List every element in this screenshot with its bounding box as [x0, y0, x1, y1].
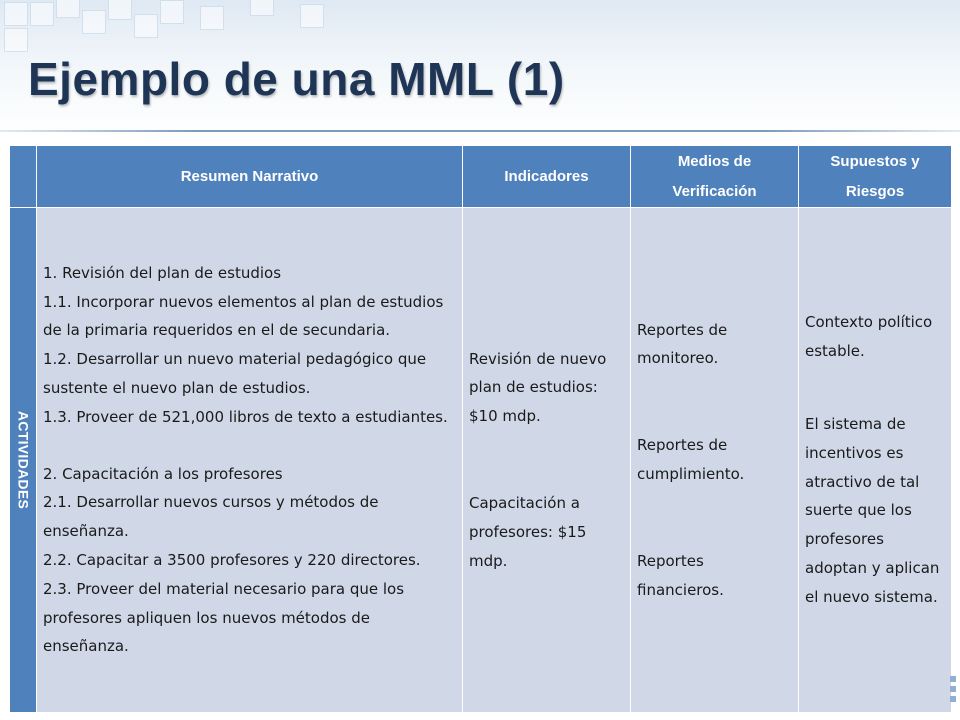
supuestos-y-riesgos-cell: [799, 208, 952, 713]
decorative-marks: [950, 676, 958, 706]
row-label-actividades: ACTIVIDADES: [15, 410, 32, 510]
activity-item: 2.1. Desarrollar nuevos cursos y métodos de enseñanza.: [43, 493, 379, 541]
slide-title: Ejemplo de una MML (1): [28, 53, 565, 105]
resumen-narrativo-cell: [37, 208, 463, 713]
assumption-item: El sistema de incentivos es atractivo de tal suerte que los profesores adoptan y aplican el nuevo sistema.: [805, 415, 940, 606]
activity-item: 2. Capacitación a los profesores: [43, 464, 283, 483]
header-supuestos-y-riesgos: Supuestos y Riesgos: [799, 146, 952, 208]
header-indicadores: Indicadores: [463, 146, 631, 208]
assumption-item: Contexto político estable.: [805, 313, 933, 361]
header-resumen-narrativo: Resumen Narrativo: [37, 146, 463, 208]
table-row-actividades: [10, 208, 952, 713]
activity-item: 2.2. Capacitar a 3500 profesores y 220 directores.: [43, 550, 421, 569]
activity-item: 1. Revisión del plan de estudios: [43, 263, 282, 282]
activity-item: 1.3. Proveer de 521,000 libros de texto a estudiantes.: [43, 407, 448, 426]
verification-item: Reportes financieros.: [637, 551, 724, 599]
mml-table: [9, 145, 952, 713]
indicadores-cell: [463, 208, 631, 713]
header-corner-cell: [10, 146, 37, 208]
verification-item: Reportes de cumplimiento.: [637, 436, 745, 483]
activity-item: 1.2. Desarrollar un nuevo material pedagógico que sustente el nuevo plan de estudios.: [43, 350, 427, 397]
table-header-row: [10, 146, 952, 208]
verification-item: Reportes de monitoreo.: [637, 320, 728, 368]
medios-de-verificacion-cell: [631, 208, 799, 713]
decorative-squares: [0, 0, 360, 60]
header-medios-de-verificacion: Medios de Verificación: [631, 146, 799, 208]
row-label-cell: [10, 208, 37, 713]
activity-item: 2.3. Proveer del material necesario para que los profesores apliquen los nuevos métodos de enseñanza.: [43, 579, 405, 656]
activity-item: 1.1. Incorporar nuevos elementos al plan de estudios de la primaria requeridos en el de secundaria.: [43, 292, 444, 340]
indicator-item: Revisión de nuevo plan de estudios: $10 mdp.: [469, 349, 607, 426]
title-divider: [0, 130, 960, 132]
indicator-item: Capacitación a profesores: $15 mdp.: [469, 494, 587, 570]
